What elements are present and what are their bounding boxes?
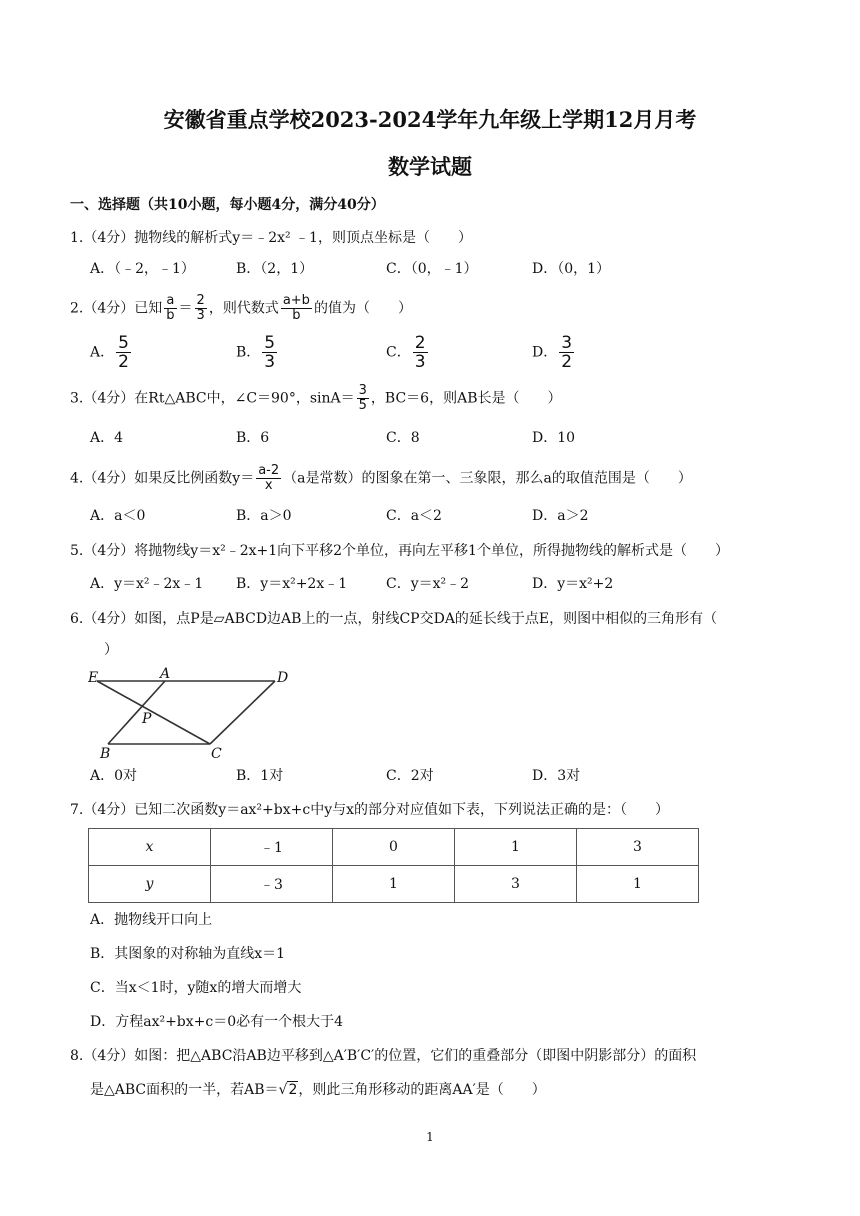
q1-option-a[interactable]: A．（﹣2，﹣1） <box>90 261 195 277</box>
table-cell: 1 <box>577 866 699 903</box>
label-c: C <box>211 746 222 758</box>
q6-option-d[interactable]: D．3对 <box>532 768 581 784</box>
q4-option-d[interactable]: D．a＞2 <box>532 508 589 524</box>
label-e: E <box>88 670 99 686</box>
exam-title: 安徽省重点学校2023-2024学年九年级上学期12月月考 <box>163 107 697 132</box>
label-a: A <box>160 666 171 682</box>
q7-option-b[interactable]: B．其图象的对称轴为直线x＝1 <box>90 946 286 962</box>
value-table <box>88 828 699 903</box>
fraction: $\frac{3}{5}$ <box>358 383 367 413</box>
table-cell: 3 <box>577 829 699 866</box>
q6-option-c[interactable]: C．2对 <box>386 768 434 784</box>
table-cell: ﹣3 <box>211 866 333 903</box>
fraction: $\frac{a+b}{b}$ <box>282 293 310 323</box>
q5-option-b[interactable]: B．y＝x²+2x﹣1 <box>236 576 348 592</box>
table-cell: y <box>89 866 211 903</box>
q4-option-a[interactable]: A．a＜0 <box>90 508 146 524</box>
q3-option-c[interactable]: C．8 <box>386 430 420 446</box>
section-heading: 一、选择题（共10小题，每小题4分，满分40分） <box>70 197 385 213</box>
page-number: 1 <box>426 1130 434 1144</box>
q5-option-a[interactable]: A．y＝x²﹣2x﹣1 <box>90 576 204 592</box>
q2-option-a[interactable]: A． $\frac{5}{2}$ <box>90 333 129 372</box>
table-row <box>89 866 699 903</box>
q6-option-a[interactable]: A．0对 <box>90 768 138 784</box>
q3-option-a[interactable]: A．4 <box>90 430 124 446</box>
question-3: 3.（4分）在Rt△ABC中，∠C＝90°，sinA＝ $\frac{3}{5}$ ，BC＝6，则AB长是（ ） <box>70 383 562 413</box>
sqrt-expression: √2 <box>278 1082 298 1098</box>
q1-option-c[interactable]: C．（0，﹣1） <box>386 261 478 277</box>
q6-option-b[interactable]: B．1对 <box>236 768 284 784</box>
question-1: 1.（4分）抛物线的解析式y＝﹣2x² ﹣1，则顶点坐标是（ ） <box>70 230 472 246</box>
q1-option-d[interactable]: D．（0，1） <box>532 261 611 277</box>
line-dc <box>210 681 275 744</box>
parallelogram-figure <box>88 662 298 758</box>
line-ec <box>97 681 210 744</box>
q4-option-b[interactable]: B．a＞0 <box>236 508 292 524</box>
fraction: $\frac{2}{3}$ <box>196 293 205 323</box>
q5-option-c[interactable]: C．y＝x²﹣2 <box>386 576 470 592</box>
table-row <box>89 829 699 866</box>
exam-subtitle: 数学试题 <box>388 154 472 179</box>
q5-option-d[interactable]: D．y＝x²+2 <box>532 576 614 592</box>
q3-option-d[interactable]: D．10 <box>532 430 576 446</box>
fraction: $\frac{a-2}{x}$ <box>258 463 280 493</box>
question-7: 7.（4分）已知二次函数y＝ax²+bx+c中y与x的部分对应值如下表，下列说法正确的是：（ ） <box>70 802 670 818</box>
question-8: 8.（4分）如图：把△ABC沿AB边平移到△A′B′C′的位置，它们的重叠部分（即图中阴影部分）的面积 <box>70 1048 697 1064</box>
q4-option-c[interactable]: C．a＜2 <box>386 508 442 524</box>
question-5: 5.（4分）将抛物线y＝x²﹣2x+1向下平移2个单位，再向左平移1个单位，所得抛物线的解析式是（ ） <box>70 543 729 559</box>
table-cell: 3 <box>455 866 577 903</box>
q7-option-d[interactable]: D．方程ax²+bx+c＝0必有一个根大于4 <box>90 1014 344 1030</box>
line-ba <box>108 681 165 744</box>
question-2: 2.（4分）已知 $\frac{a}{b}$ ＝ $\frac{2}{3}$ ，则代数式 $\frac{a+b}{b}$ 的值为（ ） <box>70 293 412 323</box>
table-cell: 0 <box>333 829 455 866</box>
q2-option-b[interactable]: B． $\frac{5}{3}$ <box>236 333 276 372</box>
table-cell: 1 <box>333 866 455 903</box>
q2-option-c[interactable]: C． $\frac{2}{3}$ <box>386 333 426 372</box>
question-6: 6.（4分）如图，点P是▱ABCD边AB上的一点，射线CP交DA的延长线于点E，则图中相似的三角形有（ <box>70 611 718 627</box>
table-cell: x <box>89 829 211 866</box>
label-p: P <box>142 711 152 727</box>
question-6-continued: ） <box>104 642 118 658</box>
table-cell: ﹣1 <box>211 829 333 866</box>
q2-option-d[interactable]: D． $\frac{3}{2}$ <box>532 333 573 372</box>
question-4: 4.（4分）如果反比例函数y＝ $\frac{a-2}{x}$ （a是常数）的图象在第一、三象限，那么a的取值范围是（ ） <box>70 463 692 493</box>
label-d: D <box>277 670 289 686</box>
fraction: $\frac{a}{b}$ <box>166 293 175 323</box>
table-cell: 1 <box>455 829 577 866</box>
q7-option-c[interactable]: C．当x＜1时，y随x的增大而增大 <box>90 980 302 996</box>
question-8-line-2: 是△ABC面积的一半，若AB＝√2，则此三角形移动的距离AA′是（ ） <box>90 1082 546 1098</box>
label-b: B <box>100 746 111 758</box>
q1-option-b[interactable]: B．（2，1） <box>236 261 314 277</box>
q3-option-b[interactable]: B．6 <box>236 430 270 446</box>
q7-option-a[interactable]: A．抛物线开口向上 <box>90 912 213 928</box>
